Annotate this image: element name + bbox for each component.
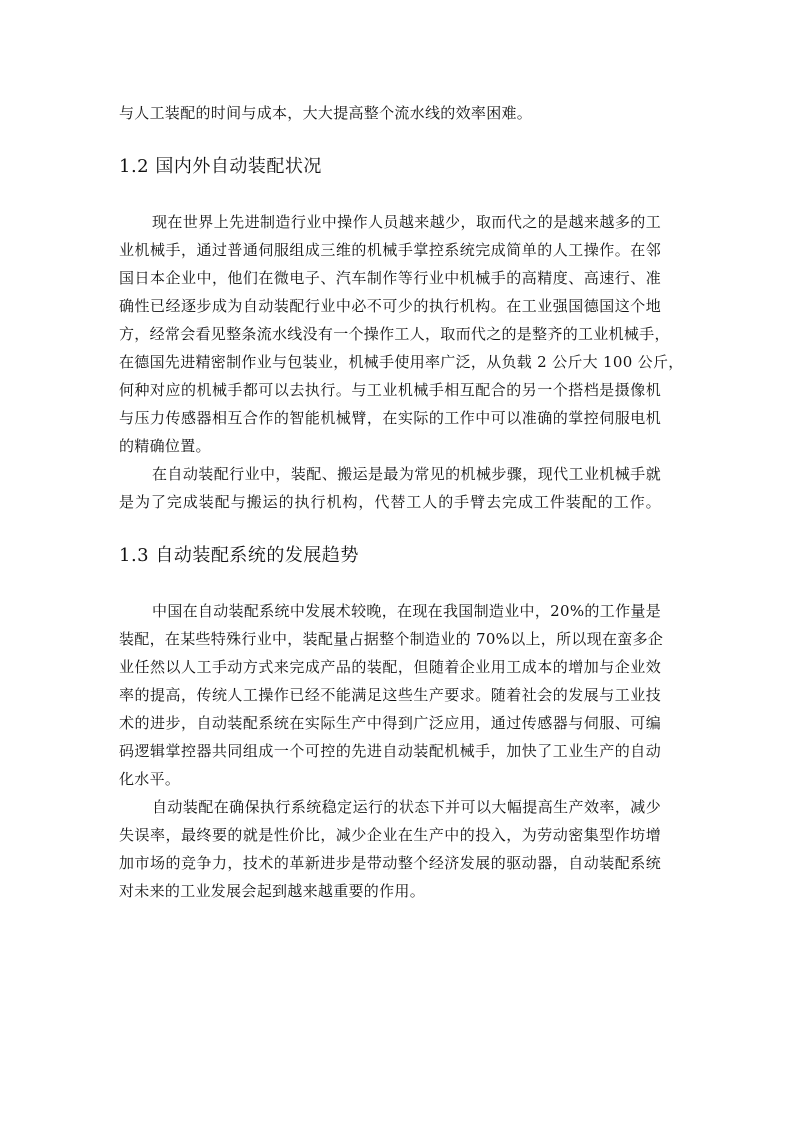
paragraph-line: 术的进步，自动装配系统在实际生产中得到广泛应用，通过传感器与伺服、可编 [119, 714, 661, 732]
paragraph-line: 在德国先进精密制作业与包装业，机械手使用率广泛，从负载 2 公斤大 100 公斤， [119, 353, 684, 371]
paragraph-line: 化水平。 [119, 770, 181, 788]
paragraph-line: 率的提高，传统人工操作已经不能满足这些生产要求。随着社会的发展与工业技 [119, 686, 661, 704]
paragraph-line: 的精确位置。 [119, 437, 211, 455]
paragraph-line: 对未来的工业发展会起到越来越重要的作用。 [119, 882, 426, 900]
paragraph-line: 与压力传感器相互合作的智能机械臂，在实际的工作中可以准确的掌控伺服电机 [119, 409, 661, 427]
paragraph-line: 自动装配在确保执行系统稳定运行的状态下并可以大幅提高生产效率，减少 [152, 798, 661, 816]
intro-line: 与人工装配的时间与成本，大大提高整个流水线的效率困难。 [119, 104, 533, 122]
paragraph-line: 方，经常会看见整条流水线没有一个操作工人，取而代之的是整齐的工业机械手， [119, 325, 670, 343]
paragraph-line: 码逻辑掌控器共同组成一个可控的先进自动装配机械手，加快了工业生产的自动 [119, 742, 661, 760]
paragraph-line: 失误率，最终要的就是性价比，减少企业在生产中的投入，为劳动密集型作坊增 [119, 826, 661, 844]
paragraph-line: 是为了完成装配与搬运的执行机构，代替工人的手臂去完成工件装配的工作。 [119, 493, 661, 511]
paragraph-line: 何种对应的机械手都可以去执行。与工业机械手相互配合的另一个搭档是摄像机 [119, 381, 661, 399]
paragraph-line: 业机械手，通过普通伺服组成三维的机械手掌控系统完成简单的人工操作。在邻 [119, 241, 661, 259]
section-heading-1-2: 1.2 国内外自动装配状况 [119, 156, 322, 177]
paragraph-line: 确性已经逐步成为自动装配行业中必不可少的执行机构。在工业强国德国这个地 [119, 297, 661, 315]
paragraph-line: 中国在自动装配系统中发展术较晚，在现在我国制造业中，20%的工作量是 [152, 602, 661, 620]
paragraph-line: 装配，在某些特殊行业中，装配量占据整个制造业的 70%以上，所以现在蛮多企 [119, 630, 664, 648]
paragraph-line: 现在世界上先进制造行业中操作人员越来越少，取而代之的是越来越多的工 [152, 213, 661, 231]
paragraph-line: 国日本企业中，他们在微电子、汽车制作等行业中机械手的高精度、高速行、准 [119, 269, 661, 287]
paragraph-line: 业任然以人工手动方式来完成产品的装配，但随着企业用工成本的增加与企业效 [119, 658, 661, 676]
paragraph-line: 加市场的竞争力，技术的革新进步是带动整个经济发展的驱动器，自动装配系统 [119, 854, 661, 872]
paragraph-line: 在自动装配行业中，装配、搬运是最为常见的机械步骤，现代工业机械手就 [152, 465, 661, 483]
section-heading-1-3: 1.3 自动装配系统的发展趋势 [119, 545, 359, 566]
